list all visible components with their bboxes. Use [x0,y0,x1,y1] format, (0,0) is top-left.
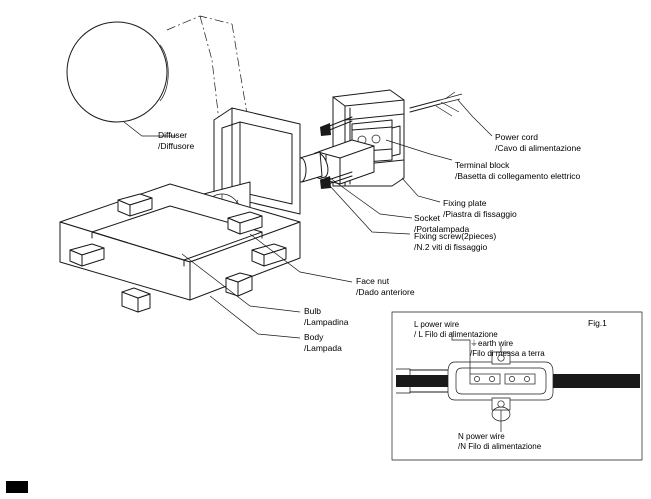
callout-face-nut-en: Face nut [356,276,390,286]
callout-fixing-screw-it: /N.2 viti di fissaggio [414,241,488,252]
wiring-n-power-wire-en: N power wire [458,432,505,441]
callout-face-nut-it: /Dado anteriore [356,286,415,297]
callout-fixing-plate-it: /Piastra di fissaggio [443,208,517,219]
callout-power-cord-en: Power cord [495,132,538,142]
earth-symbol-icon: ⏚ [470,339,478,348]
callout-diffuser-it: /Diffusore [158,140,195,151]
diffuser-part [67,22,168,122]
wiring-n-power-wire-it: /N Filo di alimentazione [458,441,542,451]
callout-socket-en: Socket [414,213,440,223]
wiring-earth-wire [470,339,545,359]
callout-fixing-screw-en: Fixing screw(2pieces) [414,231,497,241]
callout-bulb [304,306,348,327]
callout-power-cord [495,132,581,153]
page-corner-mark [6,481,28,493]
wiring-earth-wire-en: earth wire [478,339,514,348]
callout-power-cord-it: /Cavo di alimentazione [495,142,581,153]
callout-face-nut [356,276,415,297]
callout-socket-it: /Portalampada [414,223,470,234]
callout-terminal-block-it: /Basetta di collegamento elettrico [455,170,581,181]
callout-terminal-block [455,160,580,181]
callout-diffuser-en: Diffuser [158,130,188,140]
callout-fixing-plate-en: Fixing plate [443,198,487,208]
callout-body-it: /Lampada [304,342,342,353]
callout-terminal-block-en: Terminal block [455,160,510,170]
power-cord-part [410,92,462,116]
wiring-l-power-wire-en: L power wire [414,320,460,329]
figure-label: Fig.1 [588,318,607,328]
callout-body-en: Body [304,332,324,342]
wiring-l-power-wire [414,320,498,340]
wiring-earth-wire-it: /Filo di messa a terra [470,348,545,358]
callout-fixing-screw [414,231,496,252]
callout-diffuser [158,130,194,151]
callout-bulb-it: /Lampadina [304,316,349,327]
wiring-n-power-wire [458,432,541,452]
wiring-l-power-wire-it: / L Filo di alimentazione [414,329,498,339]
callout-body [304,332,342,353]
callout-bulb-en: Bulb [304,306,322,316]
